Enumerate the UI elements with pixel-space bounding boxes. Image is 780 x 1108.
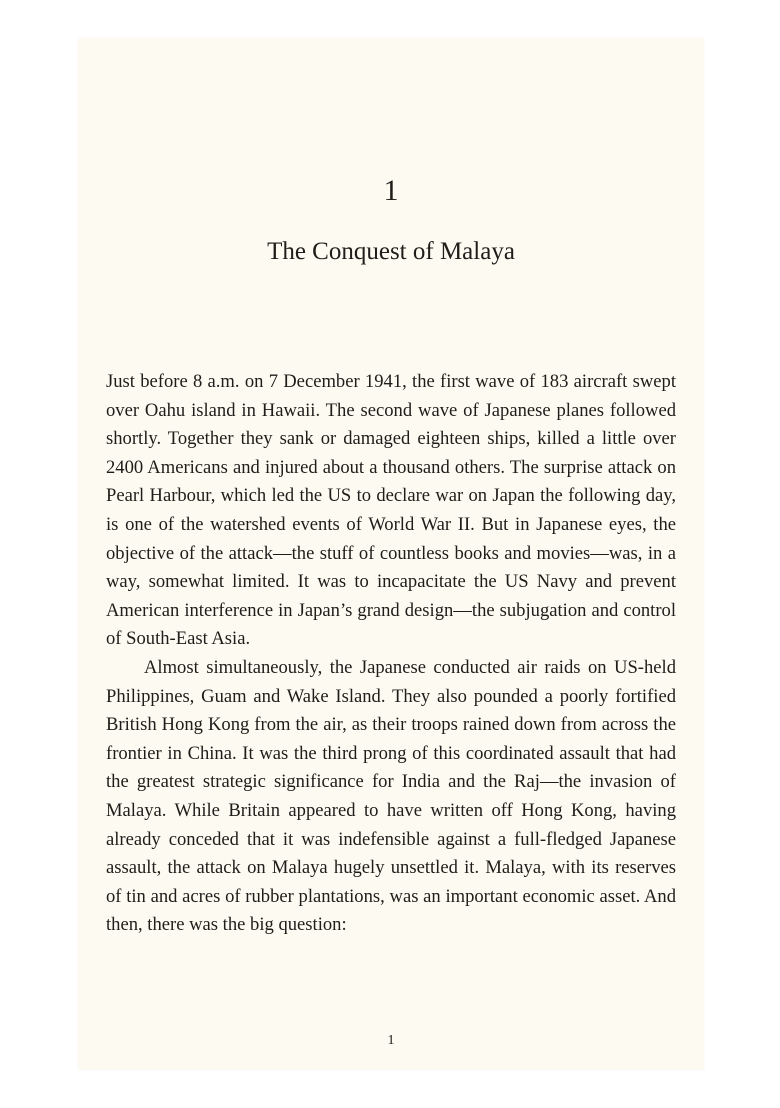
chapter-number: 1 — [383, 174, 399, 207]
chapter-body — [106, 368, 676, 940]
paragraph: Almost simultaneously, the Japanese conducted air raids on US-held Philippines, Guam and Wake Island. They also pounded a poorly fortified British Hong Kong from the air, as their troops rained down from across the frontier in China. It was the third prong of this coordinated assault that had the greatest strategic significance for India and the Raj—the invasion of Malaya. While Britain appeared to have written off Hong Kong, having already conceded that it was indefensible against a full-fledged Japanese assault, the attack on Malaya hugely unsettled it. Malaya, with its reserves of tin and acres of rubber plantations, was an important economic asset. And then, there was the big question: — [106, 656, 676, 936]
book-page — [78, 38, 704, 1070]
page-number: 1 — [387, 1033, 395, 1048]
paragraph: Just before 8 a.m. on 7 December 1941, the first wave of 183 aircraft swept over Oahu island in Hawaii. The second wave of Japanese planes followed shortly. Together they sank or damaged eighteen ships, killed a little over 2400 Americans and injured about a thousand others. The surprise attack on Pearl Harbour, which led the US to declare war on Japan the following day, is one of the watershed events of World War II. But in Japanese eyes, the objective of the attack—the stuff of countless books and movies—was, in a way, somewhat limited. It was to incapacitate the US Navy and prevent American interference in Japan’s grand design—the subjugation and control of South-East Asia. — [106, 371, 676, 650]
chapter-title: The Conquest of Malaya — [267, 238, 515, 265]
